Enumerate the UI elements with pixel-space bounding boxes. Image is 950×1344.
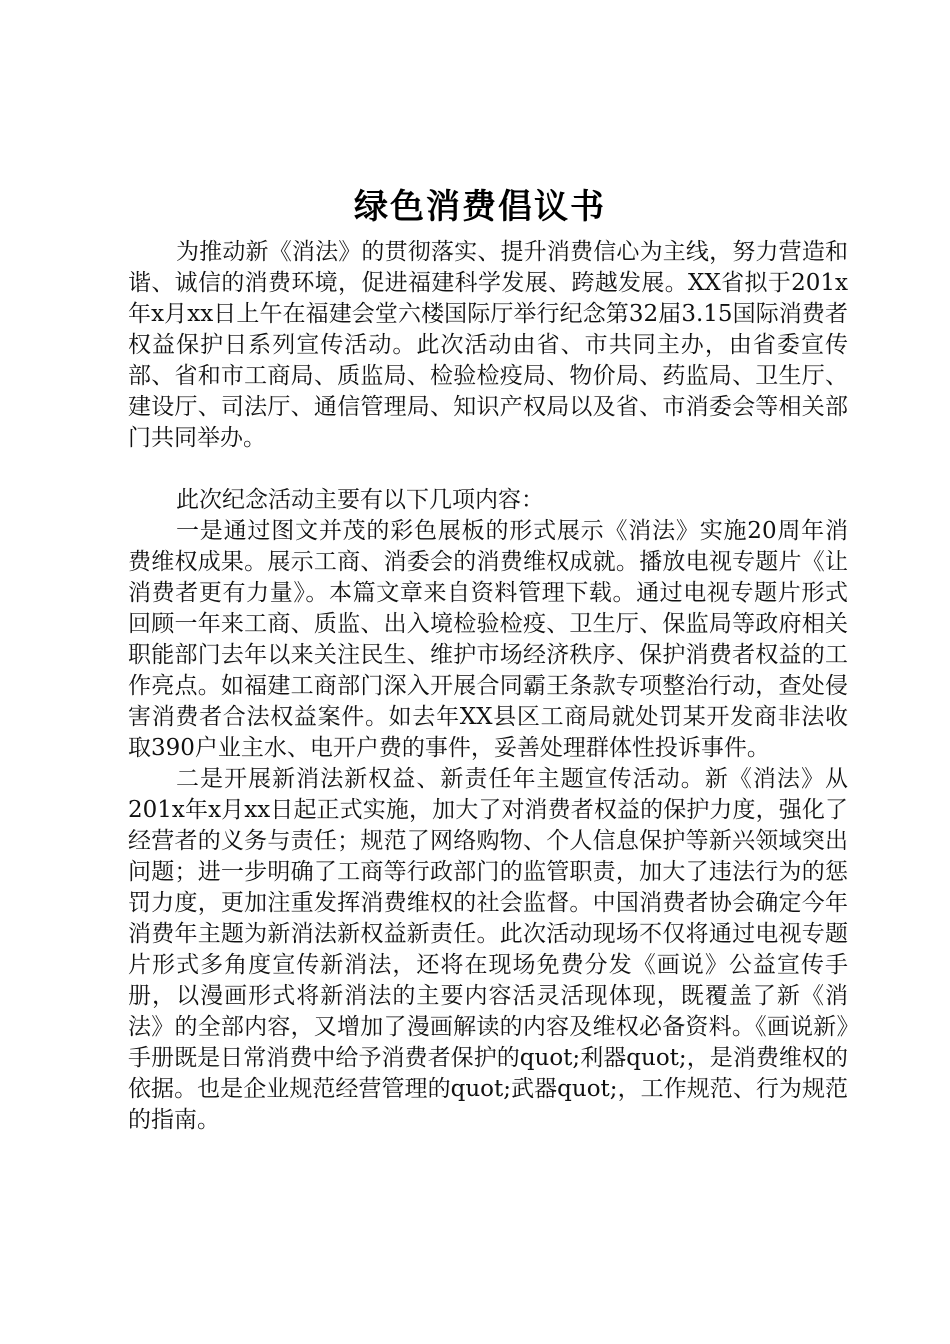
paragraph-item-one: 一是通过图文并茂的彩色展板的形式展示《消法》实施20周年消费维权成果。展示工商、消委会的消费维权成就。播放电视专题片《让消费者更有力量》。本篇文章来自资料管理下载。通过电视专题片形式回顾一年来工商、质监、出入境检验检疫、卫生厅、保监局等政府相关职能部门去年以来关注民生、维护市场经济秩序、保护消费者权益的工作亮点。如福建工商部门深入开展合同霸王条款专项整治行动，查处侵害消费者合法权益案件。如去年XX县区工商局就处罚某开发商非法收取390户业主水、电开户费的事件，妥善处理群体性投诉事件。	[128, 518, 848, 761]
paragraph-intro: 为推动新《消法》的贯彻落实、提升消费信心为主线，努力营造和谐、诚信的消费环境，促进福建科学发展、跨越发展。XX省拟于201x年x月xx日上午在福建会堂六楼国际厅举行纪念第32届3.15国际消费者权益保护日系列宣传活动。此次活动由省、市共同主办，由省委宣传部、省和市工商局、质监局、检验检疫局、物价局、药监局、卫生厅、建设厅、司法厅、通信管理局、知识产权局以及省、市消委会等相关部门共同举办。	[128, 239, 848, 451]
document-title: 绿色消费倡议书	[354, 187, 606, 227]
paragraph-contents-lead: 此次纪念活动主要有以下几项内容：	[176, 487, 544, 513]
paragraph-item-two: 二是开展新消法新权益、新责任年主题宣传活动。新《消法》从201x年x月xx日起正式实施，加大了对消费者权益的保护力度，强化了经营者的义务与责任；规范了网络购物、个人信息保护等新兴领域突出问题；进一步明确了工商等行政部门的监管职责，加大了违法行为的惩罚力度，更加注重发挥消费维权的社会监督。中国消费者协会确定今年消费年主题为新消法新权益新责任。此次活动现场不仅将通过电视专题片形式多角度宣传新消法，还将在现场免费分发《画说》公益宣传手册，以漫画形式将新消法的主要内容活灵活现体现，既覆盖了新《消法》的全部内容，又增加了漫画解读的内容及维权必备资料。《画说新》手册既是日常消费中给予消费者保护的quot;利器quot;，是消费维权的依据。也是企业规范经营管理的quot;武器quot;，工作规范、行为规范的指南。	[128, 766, 848, 1133]
document-body	[128, 237, 848, 1136]
